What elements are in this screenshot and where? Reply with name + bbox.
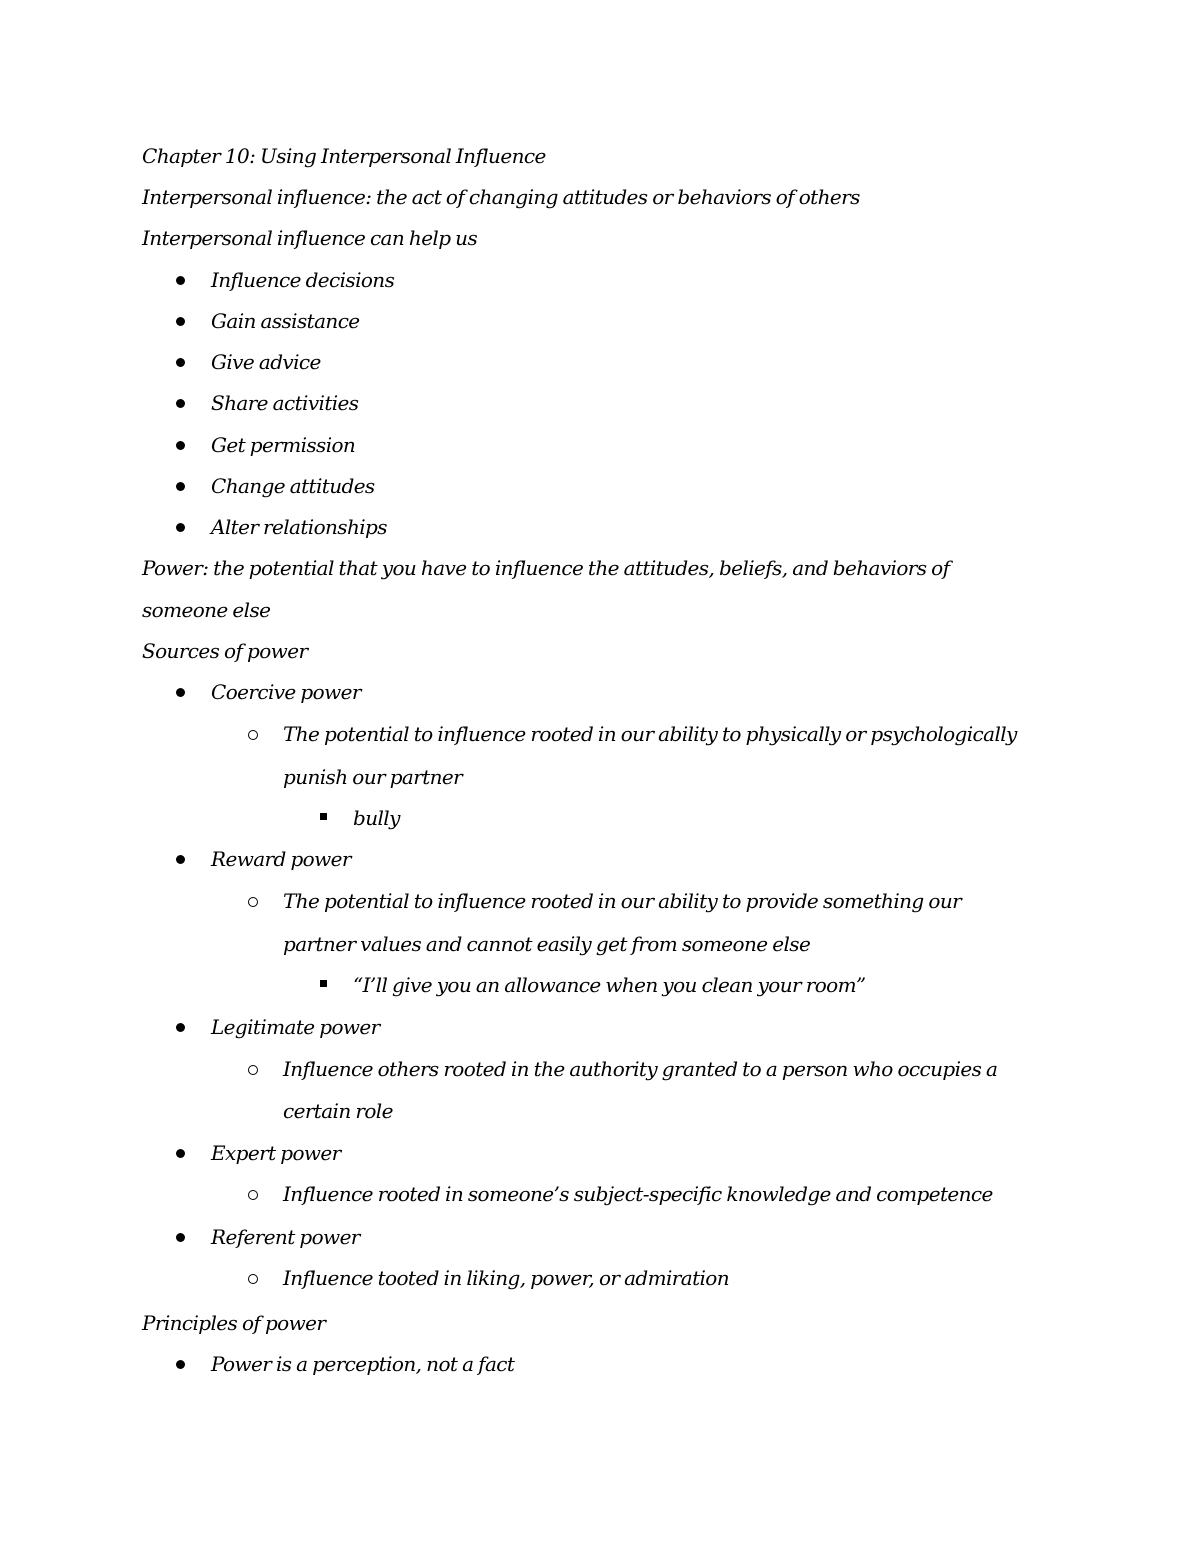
hollow-bullet-icon bbox=[248, 1190, 258, 1200]
bullet-icon bbox=[176, 855, 185, 864]
bullet-icon bbox=[176, 441, 185, 450]
coercive-power-label: Coercive power bbox=[211, 680, 361, 704]
legitimate-desc-line1: Influence others rooted in the authority granted to a person who occupies a bbox=[283, 1057, 998, 1081]
power-definition-line1: Power: the potential that you have to influence the attitudes, beliefs, and behaviors of bbox=[142, 556, 950, 580]
referent-desc-line1: Influence tooted in liking, power, or admiration bbox=[283, 1266, 730, 1290]
bullet-icon bbox=[176, 482, 185, 491]
reward-desc-line1: The potential to influence rooted in our ability to provide something our bbox=[283, 889, 962, 913]
coercive-desc-line1: The potential to influence rooted in our ability to physically or psychologically bbox=[283, 722, 1017, 746]
hollow-bullet-icon bbox=[248, 897, 258, 907]
legitimate-desc-line2: certain role bbox=[283, 1099, 393, 1123]
help-intro: Interpersonal influence can help us bbox=[142, 226, 478, 250]
list-item: Change attitudes bbox=[211, 474, 375, 498]
list-item: Alter relationships bbox=[211, 515, 387, 539]
bullet-icon bbox=[176, 688, 185, 697]
hollow-bullet-icon bbox=[248, 1065, 258, 1075]
list-item: Power is a perception, not a fact bbox=[211, 1352, 515, 1376]
reward-desc-line2: partner values and cannot easily get from someone else bbox=[283, 932, 811, 956]
bullet-icon bbox=[176, 1233, 185, 1242]
sources-heading: Sources of power bbox=[142, 639, 308, 663]
square-bullet-icon bbox=[320, 980, 327, 987]
reward-power-label: Reward power bbox=[211, 847, 351, 871]
bullet-icon bbox=[176, 1023, 185, 1032]
coercive-desc-line2: punish our partner bbox=[283, 765, 463, 789]
bullet-icon bbox=[176, 523, 185, 532]
hollow-bullet-icon bbox=[248, 730, 258, 740]
influence-definition: Interpersonal influence: the act of changing attitudes or behaviors of others bbox=[142, 185, 860, 209]
bullet-icon bbox=[176, 1360, 185, 1369]
chapter-title: Chapter 10: Using Interpersonal Influence bbox=[142, 144, 546, 168]
bullet-icon bbox=[176, 317, 185, 326]
reward-example: “I’ll give you an allowance when you clean your room” bbox=[353, 973, 866, 997]
legitimate-power-label: Legitimate power bbox=[211, 1015, 380, 1039]
list-item: Influence decisions bbox=[211, 268, 395, 292]
square-bullet-icon bbox=[320, 813, 327, 820]
list-item: Gain assistance bbox=[211, 309, 360, 333]
bullet-icon bbox=[176, 276, 185, 285]
list-item: Share activities bbox=[211, 391, 359, 415]
hollow-bullet-icon bbox=[248, 1274, 258, 1284]
list-item: Give advice bbox=[211, 350, 321, 374]
referent-power-label: Referent power bbox=[211, 1225, 360, 1249]
list-item: Get permission bbox=[211, 433, 356, 457]
bullet-icon bbox=[176, 358, 185, 367]
bullet-icon bbox=[176, 399, 185, 408]
expert-power-label: Expert power bbox=[211, 1141, 341, 1165]
power-definition-line2: someone else bbox=[142, 598, 271, 622]
bullet-icon bbox=[176, 1149, 185, 1158]
principles-heading: Principles of power bbox=[142, 1311, 326, 1335]
expert-desc-line1: Influence rooted in someone’s subject-specific knowledge and competence bbox=[283, 1182, 993, 1206]
coercive-example: bully bbox=[353, 806, 400, 830]
